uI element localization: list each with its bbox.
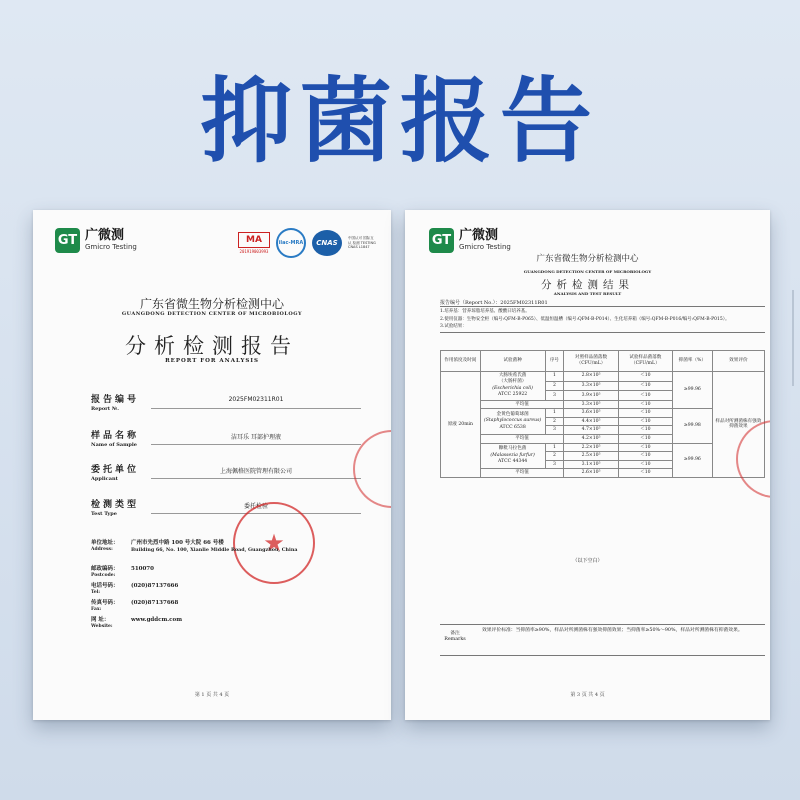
header-sample-count: 试验样品菌落数（CFU/mL） <box>618 351 672 372</box>
logo-chinese-name: 广微测 <box>85 228 125 243</box>
concentration-cell: 原液 20min <box>441 372 481 478</box>
strain-cell: 大肠埃希氏菌 （大肠杆菌） (Escherichia coli) ATCC 25922 <box>480 372 545 401</box>
tel-value: (020)87137666 <box>131 583 179 589</box>
accreditation-note: 中国认可 国际互认 检测 TESTING CNAS L1847 <box>348 236 376 250</box>
fax-row: 传真号码： Fax: (020)87137668 <box>91 600 179 612</box>
strain-cell: 金黄色葡萄球菌 (Staphylococcus aureus) ATCC 6538 <box>480 409 545 435</box>
organization-name-english: GUANGDONG DETECTION CENTER OF MICROBIOLOGY <box>523 269 652 274</box>
rate-cell: ≥99.96 <box>673 443 713 477</box>
postcode-row: 邮政编码： Postcode: 510070 <box>91 566 154 578</box>
sample-name-value: 洁耳乐 耳部护理液 <box>231 434 281 441</box>
test-type-field: 检测类型 Test Type 委托检验 <box>91 497 361 517</box>
cma-mark: MA 201919003993 <box>238 232 270 254</box>
rate-cell: ≥99.96 <box>673 372 713 409</box>
company-logo <box>429 228 511 253</box>
logo-mark: GT <box>429 228 454 253</box>
test-result-page <box>405 210 770 720</box>
table-row: 3 4.7×10⁵ ＜10 <box>441 426 765 435</box>
test-notes <box>440 306 765 333</box>
table-row: 3 3.1×10⁵ ＜10 <box>441 460 765 469</box>
table-row: 糠秕马拉色菌 (Malassezia furfur) ATCC 44344 1 2.2×10⁵ ＜10 ≥99.96 <box>441 443 765 452</box>
remarks-section <box>440 624 765 656</box>
address-row: 单位地址： Address: 广州市先烈中路 100 号大院 66 号楼 Building 66, No. 100, Xianlie Middle Road, Guangzhou, China <box>91 540 298 553</box>
table-row: 3 3.9×10⁵ ＜10 <box>441 391 765 401</box>
applicant-value: 上海佩格医院管理有限公司 <box>219 468 292 475</box>
ilac-mra-mark: ilac-MRA <box>276 228 306 258</box>
address-english-value: Building 66, No. 100, Xianlie Middle Road, Guangzhou, China <box>131 547 298 553</box>
background-scroll-marker <box>792 290 794 386</box>
cma-number: 201919003993 <box>239 249 269 254</box>
report-title: 分析检测报告 <box>125 334 299 358</box>
certification-marks <box>238 228 376 258</box>
blank-below-note: （以下空白） <box>572 558 603 564</box>
address-value: 广州市先烈中路 100 号大院 66 号楼 <box>131 540 224 546</box>
postcode-value: 510070 <box>131 566 154 572</box>
remarks-label: 备注 Remarks <box>444 631 466 642</box>
result-title: 分析检测结果 <box>541 279 634 291</box>
tel-row: 电话号码： Tel: (020)87137666 <box>91 583 179 595</box>
contact-info <box>91 540 371 634</box>
note-results: 3.试验结果： <box>440 324 467 329</box>
strain-cell: 糠秕马拉色菌 (Malassezia furfur) ATCC 44344 <box>480 443 545 469</box>
cnas-mark: CNAS <box>312 230 342 256</box>
logo-mark: GT <box>55 228 80 253</box>
page-number: 第 1 页 共 4 页 <box>194 692 230 698</box>
logo-english-name: Gmicro Testing <box>85 243 137 251</box>
organization-name-english: GUANGDONG DETECTION CENTER OF MICROBIOLOGY <box>121 311 303 317</box>
organization-name: 广东省微生物分析检测中心 <box>139 297 284 311</box>
seal-star-icon: ★ <box>263 529 285 557</box>
fax-value: (020)87137668 <box>131 600 179 606</box>
header-evaluation: 效果评价 <box>712 351 764 372</box>
note-medium: 1.培养基：营养琼脂培养基、酸酸曰培养基。 <box>440 309 530 314</box>
table-row: 原液 20min 大肠埃希氏菌 （大肠杆菌） (Escherichia coli) ATCC 25922 1 2.8×10⁵ ＜10 ≥99.96 样品对所测菌株有强效抑菌效果 <box>441 372 765 382</box>
report-number-field: 报告编号 Report №. 2025FM02311R01 <box>91 392 361 412</box>
report-number: 报告编号（Report No.）：2025FM02311R01 <box>440 300 548 306</box>
table-row-average: 平均值 4.2×10⁵ ＜10 <box>441 435 765 444</box>
remarks-text: 效果评价标准：当抑菌率≥90%，样品对所测菌株有强效抑菌效果；当抑菌率≥50%～90%，样品对所测菌株有抑菌效果。 <box>482 628 743 633</box>
table-row: 2 3.3×10⁵ ＜10 <box>441 381 765 391</box>
website-value: www.gddcm.com <box>131 617 183 623</box>
note-instruments: 2.使用仪器：生物安全柜（编号:QFM-B-P065）、低温恒温槽（编号:QFM-B-P014）、生化培养箱（编号:QFM-B-P016/编号:QFM-B-P015）。 <box>440 316 730 322</box>
header-index: 序号 <box>545 351 564 372</box>
table-header-row <box>441 351 765 372</box>
result-title-english: ANALYSIS AND TEST RESULT <box>553 291 622 296</box>
header-strain: 试验菌种 <box>480 351 545 372</box>
header-rate: 抑菌率（%） <box>673 351 713 372</box>
table-row: 2 4.4×10⁵ ＜10 <box>441 417 765 426</box>
page-number: 第 3 页 共 4 页 <box>570 692 605 698</box>
headline: 抑菌报告 <box>199 68 600 175</box>
logo-english-name: Gmicro Testing <box>459 243 511 251</box>
header-control-count: 对照样品菌落数（CFU/mL） <box>564 351 618 372</box>
organization-name: 广东省微生物分析检测中心 <box>536 254 639 264</box>
applicant-field: 委托单位 Applicant 上海佩格医院管理有限公司 <box>91 462 361 482</box>
logo-chinese-name: 广微测 <box>459 228 499 243</box>
table-row-average: 平均值 2.6×10⁵ ＜10 <box>441 469 765 478</box>
table-row-average: 平均值 3.3×10⁵ ＜10 <box>441 400 765 409</box>
rate-cell: ≥99.98 <box>673 409 713 443</box>
report-title-english: REPORT FOR ANALYSIS <box>165 358 259 364</box>
website-row: 网 址： Website: www.gddcm.com <box>91 617 183 629</box>
evaluation-cell: 样品对所测菌株有强效抑菌效果 <box>712 372 764 478</box>
table-row: 2 2.5×10⁵ ＜10 <box>441 452 765 461</box>
company-logo <box>55 228 137 253</box>
result-table <box>440 350 765 478</box>
header-concentration: 作用浓度及时间 <box>441 351 481 372</box>
report-number-value: 2025FM02311R01 <box>228 396 284 403</box>
test-type-value: 委托检验 <box>243 503 268 510</box>
table-row: 金黄色葡萄球菌 (Staphylococcus aureus) ATCC 6538 1 3.6×10⁵ ＜10 ≥99.98 <box>441 409 765 418</box>
report-cover-page <box>33 210 391 720</box>
sample-name-field: 样品名称 Name of Sample 洁耳乐 耳部护理液 <box>91 428 361 448</box>
